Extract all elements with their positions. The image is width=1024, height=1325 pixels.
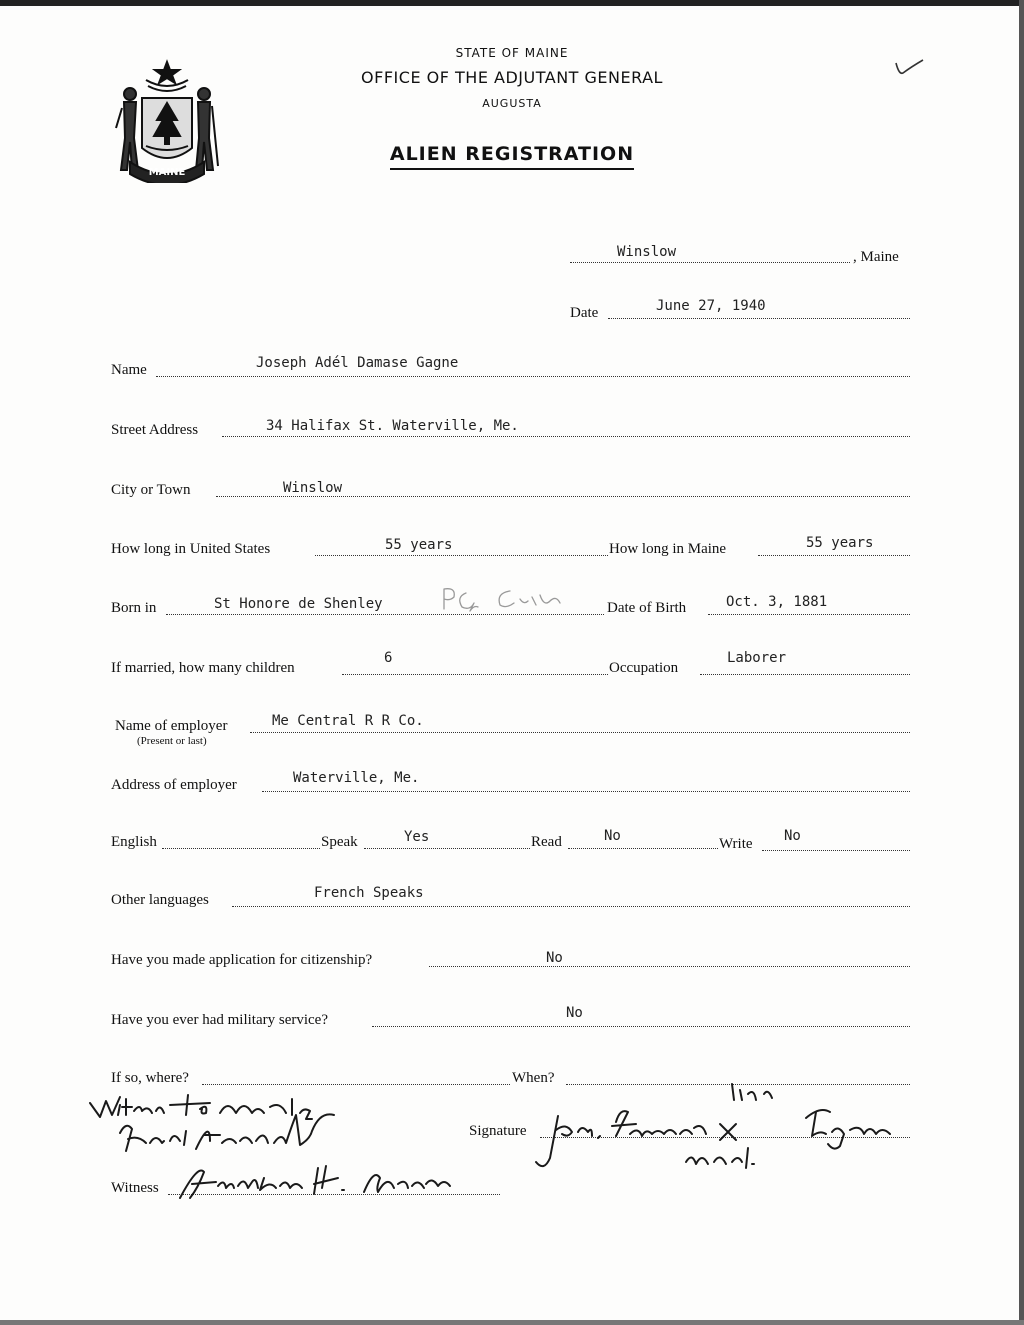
how-long-maine-label: How long in Maine bbox=[609, 541, 727, 557]
signature-label: Signature bbox=[469, 1123, 527, 1139]
how-long-us-value: 55 years bbox=[385, 537, 453, 553]
born-in-handwritten-note bbox=[440, 583, 568, 613]
form-title-text: ALIEN REGISTRATION bbox=[390, 143, 634, 170]
date-value: June 27, 1940 bbox=[656, 298, 766, 314]
military-line bbox=[372, 1026, 910, 1027]
employer-address-label: Address of employer bbox=[111, 777, 237, 793]
other-languages-line bbox=[232, 906, 910, 907]
date-line bbox=[608, 318, 910, 319]
seal-banner-text: MAINE bbox=[148, 167, 186, 178]
street-address-line bbox=[222, 436, 910, 437]
city-or-town-line bbox=[216, 496, 910, 497]
date-of-birth-line bbox=[708, 614, 910, 615]
occupation-label: Occupation bbox=[609, 660, 679, 676]
other-languages-value: French Speaks bbox=[314, 885, 424, 901]
employer-name-sublabel: (Present or last) bbox=[137, 735, 207, 747]
city-or-town-value: Winslow bbox=[283, 480, 343, 496]
street-address-label: Street Address bbox=[111, 422, 199, 438]
born-in-line bbox=[166, 614, 604, 615]
children-value: 6 bbox=[384, 650, 393, 666]
other-languages-label: Other languages bbox=[111, 892, 209, 908]
how-long-maine-value: 55 years bbox=[806, 535, 874, 551]
born-in-value: St Honore de Shenley bbox=[214, 596, 383, 612]
children-line bbox=[342, 674, 608, 675]
employer-name-line bbox=[250, 732, 910, 733]
name-label: Name bbox=[111, 362, 147, 378]
employer-name-label: Name of employer bbox=[115, 718, 228, 734]
name-value: Joseph Adél Damase Gagne bbox=[256, 355, 459, 371]
read-line bbox=[568, 848, 718, 849]
english-label: English bbox=[111, 834, 157, 850]
english-line bbox=[162, 848, 320, 849]
citizenship-label: Have you made application for citizenship? bbox=[111, 952, 373, 968]
read-value: No bbox=[604, 828, 621, 844]
maine-suffix: , Maine bbox=[853, 249, 899, 265]
employer-name-value: Me Central R R Co. bbox=[272, 713, 424, 729]
town-line bbox=[570, 262, 850, 263]
speak-line bbox=[364, 848, 530, 849]
speak-label: Speak bbox=[321, 834, 358, 850]
check-mark-icon bbox=[893, 57, 925, 79]
name-line bbox=[156, 376, 910, 377]
citizenship-line bbox=[429, 966, 910, 967]
town-value: Winslow bbox=[617, 244, 677, 260]
occupation-value: Laborer bbox=[727, 650, 787, 666]
if-so-where-label: If so, where? bbox=[111, 1070, 189, 1086]
witness-signature bbox=[168, 1158, 458, 1206]
write-label: Write bbox=[719, 836, 753, 852]
how-long-us-line bbox=[315, 555, 608, 556]
read-label: Read bbox=[531, 834, 562, 850]
applicant-signature bbox=[520, 1078, 910, 1178]
header-office: OFFICE OF THE ADJUTANT GENERAL bbox=[361, 68, 663, 87]
write-value: No bbox=[784, 828, 801, 844]
scan-top-edge bbox=[0, 0, 1024, 6]
header-city: AUGUSTA bbox=[482, 97, 542, 110]
how-long-maine-line bbox=[758, 555, 910, 556]
form-title bbox=[0, 143, 1024, 165]
children-label: If married, how many children bbox=[111, 660, 295, 676]
when-label: When? bbox=[512, 1070, 555, 1086]
city-or-town-label: City or Town bbox=[111, 482, 191, 498]
scan-bottom-edge bbox=[0, 1320, 1024, 1325]
header-state: STATE OF MAINE bbox=[455, 46, 569, 60]
date-label: Date bbox=[570, 305, 599, 321]
military-label: Have you ever had military service? bbox=[111, 1012, 328, 1028]
military-value: No bbox=[566, 1005, 583, 1021]
date-of-birth-label: Date of Birth bbox=[607, 600, 687, 616]
street-address-value: 34 Halifax St. Waterville, Me. bbox=[266, 418, 519, 434]
write-line bbox=[762, 850, 910, 851]
occupation-line bbox=[700, 674, 910, 675]
scan-right-edge bbox=[1019, 0, 1024, 1325]
how-long-us-label: How long in United States bbox=[111, 541, 271, 557]
employer-address-line bbox=[262, 791, 910, 792]
witness-label: Witness bbox=[111, 1180, 159, 1196]
date-of-birth-value: Oct. 3, 1881 bbox=[726, 594, 828, 610]
born-in-label: Born in bbox=[111, 600, 157, 616]
citizenship-value: No bbox=[546, 950, 563, 966]
employer-address-value: Waterville, Me. bbox=[293, 770, 420, 786]
witness-to-mark-handwriting bbox=[60, 1085, 390, 1165]
speak-value: Yes bbox=[404, 829, 430, 845]
